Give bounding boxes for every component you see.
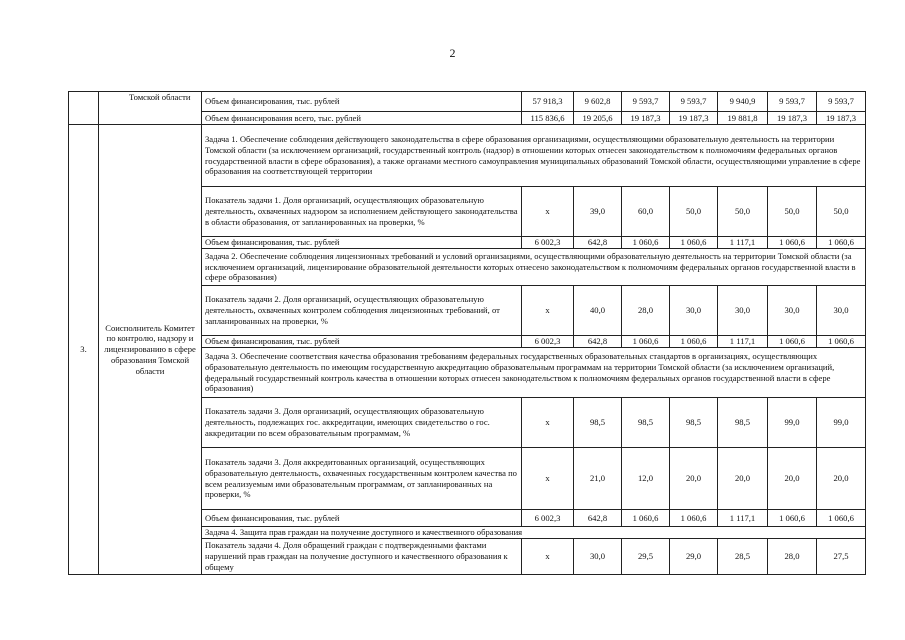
value-cell: 115 836,6 [522,112,574,125]
value-cell: 29,5 [622,539,670,575]
value-cell: 20,0 [718,448,768,510]
value-cell: 1 060,6 [670,336,718,348]
value-cell: 1 060,6 [817,510,866,527]
value-cell: 30,0 [768,286,817,336]
indicator-3b-label: Показатель задачи 3. Доля аккредитованных организаций, осуществляющих образовательную деятельность, охваченных государственным контролем качества по всем реализуемым ими образовательным программам, от запланированных на проверки, % [202,448,522,510]
value-cell: 19 187,3 [670,112,718,125]
value-cell: 1 060,6 [817,237,866,249]
value-cell: 50,0 [768,187,817,237]
value-cell: 19 187,3 [622,112,670,125]
value-cell: 642,8 [574,237,622,249]
task-1-text: Задача 1. Обеспечение соблюдения действующего законодательства в сфере образования организациями, осуществляющими образовательную деятельность на территории Томской области (за исключением организаций, государственный контроль (надзор) в отношении которых отнесен законодательством к полномочиям федеральных органов государственной власти в сфере образования), а также органами местного самоуправления муниципальных образований Томской области, осуществляющими управление в сфере образования на соответствующей территории [202,125,866,187]
value-cell: 12,0 [622,448,670,510]
task-2-text: Задача 2. Обеспечение соблюдения лицензионных требований и условий организациями, осуществляющими образовательную деятельность на территории Томской области (за исключением организаций, лицензирование образовательной деятельности которых отнесено законодательством к полномочиям федеральных органов государственной власти в сфере образования) [202,249,866,286]
value-cell: х [522,398,574,448]
value-cell: 1 060,6 [670,237,718,249]
value-cell: 98,5 [574,398,622,448]
value-cell: 30,0 [817,286,866,336]
value-cell: 9 593,7 [817,92,866,112]
value-cell: 1 060,6 [768,336,817,348]
value-cell: 19 187,3 [817,112,866,125]
value-cell: х [522,286,574,336]
value-cell: 1 060,6 [622,336,670,348]
value-cell: 28,5 [718,539,768,575]
value-cell: 1 117,1 [718,510,768,527]
value-cell: 1 060,6 [622,510,670,527]
value-cell: 1 060,6 [670,510,718,527]
value-cell: 20,0 [768,448,817,510]
value-cell: 29,0 [670,539,718,575]
value-cell: 57 918,3 [522,92,574,112]
value-cell: 1 060,6 [817,336,866,348]
executor-cell-tail: Томской области [99,92,202,125]
value-cell: 50,0 [670,187,718,237]
value-cell: 98,5 [670,398,718,448]
value-cell: 20,0 [817,448,866,510]
value-cell: 1 060,6 [622,237,670,249]
value-cell: 19 205,6 [574,112,622,125]
value-cell: 19 187,3 [768,112,817,125]
value-cell: 98,5 [718,398,768,448]
value-cell: х [522,187,574,237]
number-cell-empty [69,92,99,125]
funding-label: Объем финансирования, тыс. рублей [202,510,522,527]
indicator-1-label: Показатель задачи 1. Доля организаций, осуществляющих образовательную деятельность, охваченных надзором за исполнением действующего законодательства в области образования, от запланированных на проверки, % [202,187,522,237]
value-cell: 50,0 [718,187,768,237]
value-cell: 9 593,7 [768,92,817,112]
value-cell: 9 602,8 [574,92,622,112]
funding-label: Объем финансирования, тыс. рублей [202,336,522,348]
table-row [69,125,866,187]
value-cell: 60,0 [622,187,670,237]
value-cell: 40,0 [574,286,622,336]
value-cell: 20,0 [670,448,718,510]
value-cell: 6 002,3 [522,336,574,348]
funding-label: Объем финансирования, тыс. рублей [202,92,522,112]
indicator-2-label: Показатель задачи 2. Доля организаций, осуществляющих образовательную деятельность, охваченных контролем соблюдения лицензионных требований, от запланированных на проверки, % [202,286,522,336]
value-cell: 50,0 [817,187,866,237]
table-row [69,92,866,112]
value-cell: 19 881,8 [718,112,768,125]
value-cell: 9 593,7 [670,92,718,112]
value-cell: 28,0 [622,286,670,336]
value-cell: х [522,539,574,575]
value-cell: 27,5 [817,539,866,575]
value-cell: х [522,448,574,510]
value-cell: 99,0 [817,398,866,448]
value-cell: 1 060,6 [768,510,817,527]
task-3-text: Задача 3. Обеспечение соответствия качества образования требованиям федеральных государственных образовательных стандартов в организациях, осуществляющих образовательную деятельность по имеющим государственную аккредитацию образовательным программам на территории Томской области (за исключением организаций, федеральный государственный контроль качества в отношении которых отнесен законодательством к полномочиям федеральных органов государственной власти в сфере образования) [202,348,866,398]
section-number: 3. [69,125,99,575]
indicator-4-label: Показатель задачи 4. Доля обращений граждан с подтвержденными фактами нарушений прав граждан на получение доступного и качественного образования к общему [202,539,522,575]
value-cell: 9 593,7 [622,92,670,112]
program-table [68,91,866,575]
value-cell: 98,5 [622,398,670,448]
executor-cell: Соисполнитель Комитет по контролю, надзору и лицензированию в сфере образования Томской области [99,125,202,575]
value-cell: 28,0 [768,539,817,575]
value-cell: 642,8 [574,510,622,527]
value-cell: 1 060,6 [768,237,817,249]
value-cell: 30,0 [718,286,768,336]
value-cell: 30,0 [670,286,718,336]
value-cell: 39,0 [574,187,622,237]
value-cell: 6 002,3 [522,237,574,249]
page-number: 2 [449,46,456,60]
value-cell: 21,0 [574,448,622,510]
funding-label: Объем финансирования, тыс. рублей [202,237,522,249]
value-cell: 642,8 [574,336,622,348]
value-cell: 1 117,1 [718,336,768,348]
funding-total-label: Объем финансирования всего, тыс. рублей [202,112,522,125]
indicator-3a-label: Показатель задачи 3. Доля организаций, осуществляющих образовательную деятельность, подлежащих гос. аккредитации, имеющих свидетельство о гос. аккредитации по всем образовательным программам, % [202,398,522,448]
value-cell: 9 940,9 [718,92,768,112]
value-cell: 30,0 [574,539,622,575]
value-cell: 6 002,3 [522,510,574,527]
value-cell: 1 117,1 [718,237,768,249]
task-4-text: Задача 4. Защита прав граждан на получение доступного и качественного образования [202,527,866,539]
value-cell: 99,0 [768,398,817,448]
